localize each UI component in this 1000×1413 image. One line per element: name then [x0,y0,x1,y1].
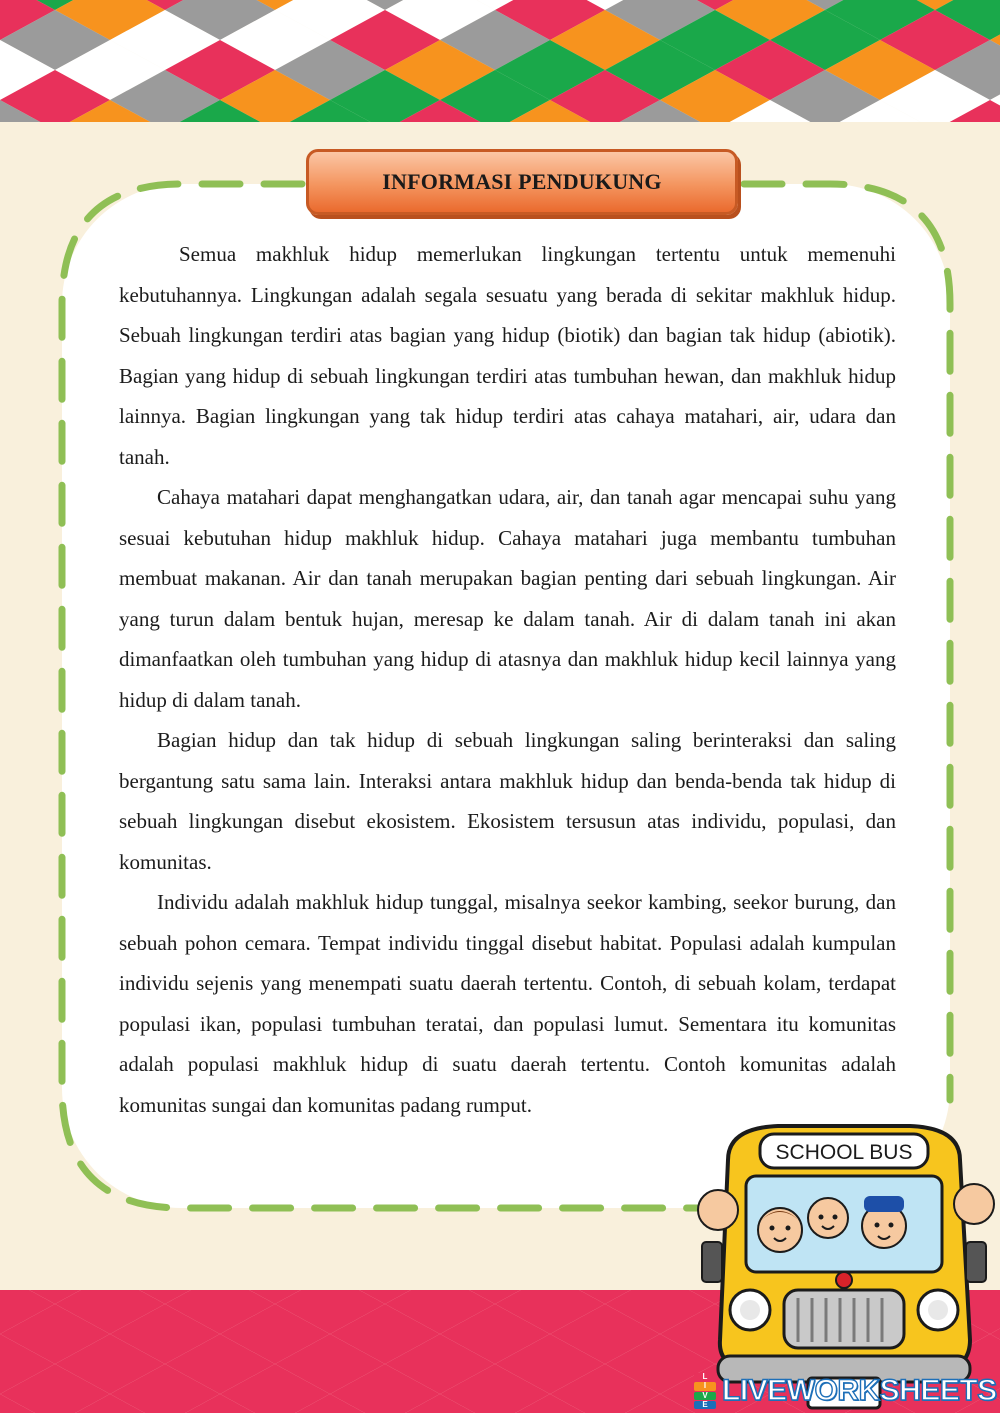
paragraph-2: Cahaya matahari dapat menghangatkan udara, air, dan tanah agar mencapai suhu yang sesuai kebutuhan hidup makhluk hidup. Cahaya matahari juga membantu tumbuhan membuat makanan. Air dan tanah merupakan bagian penting dari sebuah lingkungan. Air yang turun dalam bentuk hujan, meresap ke dalam tanah. Air di dalam tanah ini akan dimanfaatkan oleh tumbuhan yang hidup di atasnya dan makhluk hidup kecil lainnya yang hidup di dalam tanah. [119,485,896,712]
paragraph-1: Semua makhluk hidup memerlukan lingkungan tertentu untuk memenuhi kebutuhannya. Lingkungan adalah segala sesuatu yang berada di sekitar makhluk hidup. Sebuah lingkungan terdiri atas bagian yang hidup (biotik) dan bagian tak hidup (abiotik). Bagian yang hidup di sebuah lingkungan terdiri atas tumbuhan hewan, dan makhluk hidup lainnya. Bagian lingkungan yang tak hidup terdiri atas cahaya matahari, air, udara dan tanah. [119,242,896,469]
page-title: INFORMASI PENDUKUNG [382,169,662,194]
logo-letter: I [694,1382,716,1390]
top-diamond-band [0,0,1000,122]
liveworksheets-watermark [694,1372,997,1410]
logo-letter: E [694,1401,716,1409]
school-bus-illustration [688,1120,1000,1413]
liveworksheets-logo-icon [694,1373,716,1409]
logo-letter: V [694,1392,716,1400]
article-body [119,234,896,1125]
paragraph-4: Individu adalah makhluk hidup tunggal, misalnya seekor kambing, seekor burung, dan sebuah pohon cemara. Tempat individu tinggal disebut habitat. Populasi adalah kumpulan individu sejenis yang menempati suatu daerah tertentu. Contoh, di sebuah kolam, terdapat populasi ikan, populasi tumbuhan teratai, dan populasi lumut. Sementara itu komunitas adalah populasi makhluk hidup di suatu daerah tertentu. Contoh komunitas adalah komunitas sungai dan komunitas padang rumput. [119,890,896,1117]
logo-letter: L [694,1373,716,1381]
bus-sign-text: SCHOOL BUS [775,1141,913,1164]
top-diamond-pattern [0,0,1000,122]
title-banner [306,149,738,215]
watermark-text: LIVEWORKSHEETS [722,1374,997,1407]
paragraph-3: Bagian hidup dan tak hidup di sebuah lingkungan saling berinteraksi dan saling bergantung satu sama lain. Interaksi antara makhluk hidup dan benda-benda tak hidup di sebuah lingkungan disebut ekosistem. Ekosistem tersusun atas individu, populasi, dan komunitas. [119,728,896,874]
